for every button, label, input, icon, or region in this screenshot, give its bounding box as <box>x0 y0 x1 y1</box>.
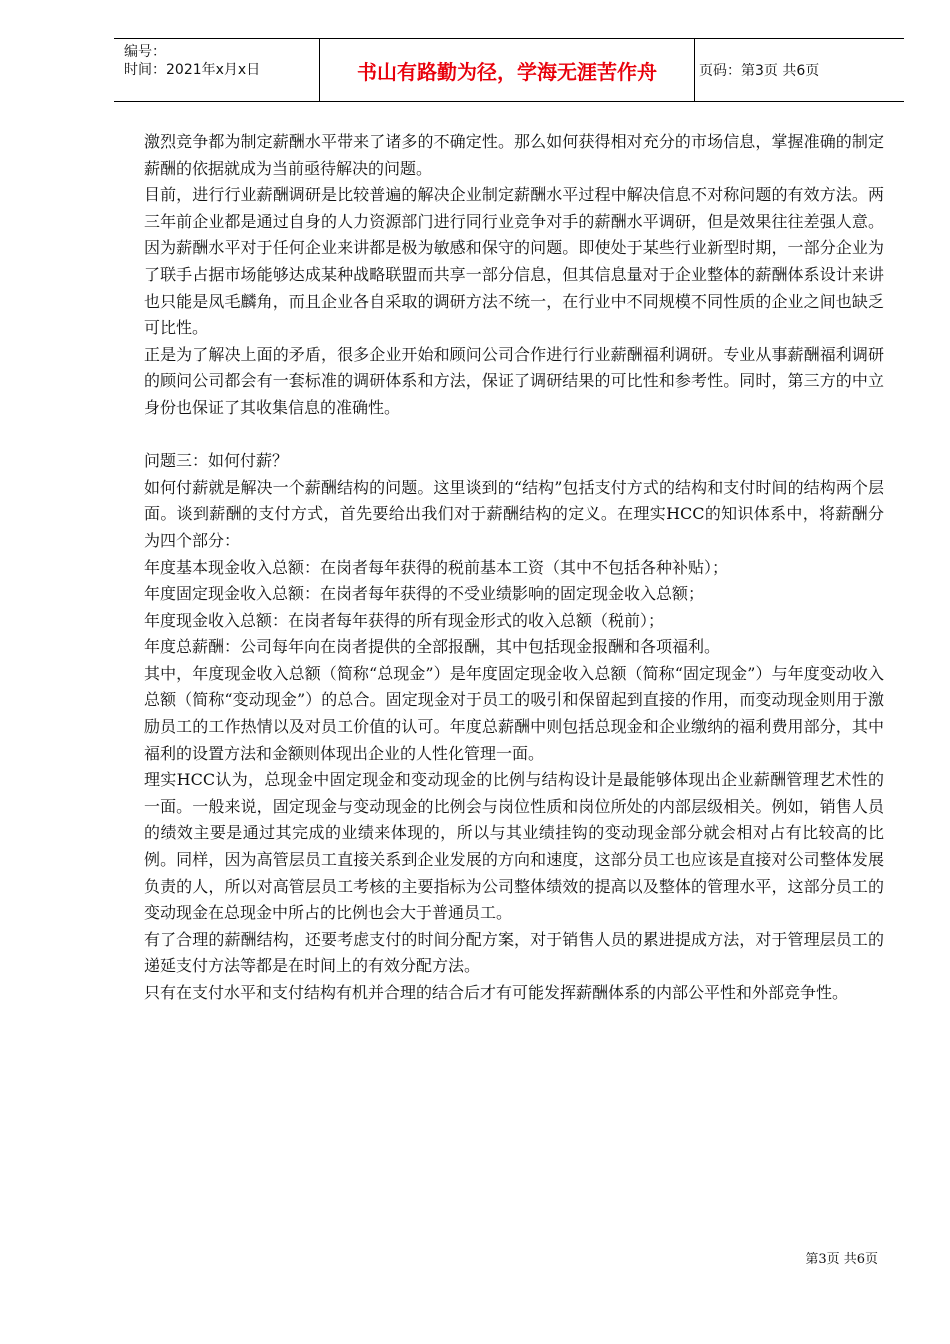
definition-item: 年度总薪酬：公司每年向在岗者提供的全部报酬，其中包括现金报酬和各项福利。 <box>144 637 721 657</box>
document-number-label: 编号： <box>124 44 166 60</box>
definition-item: 年度现金收入总额：在岗者每年获得的所有现金形式的收入总额（税前）； <box>144 610 665 630</box>
paragraph: 理实HCC认为，总现金中固定现金和变动现金的比例与结构设计是最能够体现出企业薪酬管理艺术性的一面。一般来说，固定现金与变动现金的比例会与岗位性质和岗位所处的内部层级相关。例如，销售人员的绩效主要是通过其完成的业绩来体现的，所以与其业绩挂钩的变动现金部分就会相对占有比较高的比例。同样，因为高管层员工直接关系到企业发展的方向和速度，这部分员工也应该是直接对公司整体发展负责的人，所以对高管层员工考核的主要指标为公司整体绩效的提高以及整体的管理水平，这部分员工的变动现金在总现金中所占的比例也会大于普通员工。 <box>144 770 884 923</box>
section-heading: 问题三：如何付薪？ <box>144 451 289 471</box>
paragraph: 如何付薪就是解决一个薪酬结构的问题。这里谈到的“结构”包括支付方式的结构和支付时间的结构两个层面。谈到薪酬的支付方式，首先要给出我们对于薪酬结构的定义。在理实HCC的知识体系中，将薪酬分为四个部分： <box>144 477 884 550</box>
paragraph: 只有在支付水平和支付结构有机并合理的结合后才有可能发挥薪酬体系的内部公平性和外部竞争性。 <box>144 983 849 1002</box>
page-header <box>114 38 904 102</box>
document-body <box>144 129 884 1007</box>
page-footer-number: 第3页 共6页 <box>805 1252 878 1267</box>
header-page-number: 页码：第3页 共6页 <box>699 63 820 79</box>
paragraph: 正是为了解决上面的矛盾，很多企业开始和顾问公司合作进行行业薪酬福利调研。专业从事薪酬福利调研的顾问公司都会有一套标准的调研体系和方法，保证了调研结果的可比性和参考性。同时，第三方的中立身份也保证了其收集信息的准确性。 <box>144 344 884 417</box>
definition-item: 年度固定现金收入总额：在岗者每年获得的不受业绩影响的固定现金收入总额； <box>144 584 705 604</box>
paragraph: 目前，进行行业薪酬调研是比较普遍的解决企业制定薪酬水平过程中解决信息不对称问题的有效方法。两三年前企业都是通过自身的人力资源部门进行同行业竞争对手的薪酬水平调研，但是效果往往差强人意。因为薪酬水平对于任何企业来讲都是极为敏感和保守的问题。即使处于某些行业新型时期，一部分企业为了联手占据市场能够达成某种战略联盟而共享一部分信息，但其信息量对于企业整体的薪酬体系设计来讲也只能是凤毛麟角，而且企业各自采取的调研方法不统一，在行业中不同规模不同性质的企业之间也缺乏可比性。 <box>144 185 884 338</box>
paragraph: 其中，年度现金收入总额（简称“总现金”）是年度固定现金收入总额（简称“固定现金”）与年度变动收入总额（简称“变动现金”）的总合。固定现金对于员工的吸引和保留起到直接的作用，而变动现金则用于激励员工的工作热情以及对员工价值的认可。年度总薪酬中则包括总现金和企业缴纳的福利费用部分，其中福利的设置方法和金额则体现出企业的人性化管理一面。 <box>144 663 884 763</box>
blank-line <box>144 422 884 449</box>
definition-item: 年度基本现金收入总额：在岗者每年获得的税前基本工资（其中不包括各种补贴）； <box>144 557 729 577</box>
header-meta <box>124 43 319 79</box>
document-date: 时间：2021年x月x日 <box>124 62 261 78</box>
header-motto: 书山有路勤为径，学海无涯苦作舟 <box>319 39 695 101</box>
paragraph: 激烈竞争都为制定薪酬水平带来了诸多的不确定性。那么如何获得相对充分的市场信息，掌握准确的制定薪酬的依据就成为当前亟待解决的问题。 <box>144 132 884 178</box>
paragraph: 有了合理的薪酬结构，还要考虑支付的时间分配方案，对于销售人员的累进提成方法，对于管理层员工的递延支付方法等都是在时间上的有效分配方法。 <box>144 929 884 976</box>
